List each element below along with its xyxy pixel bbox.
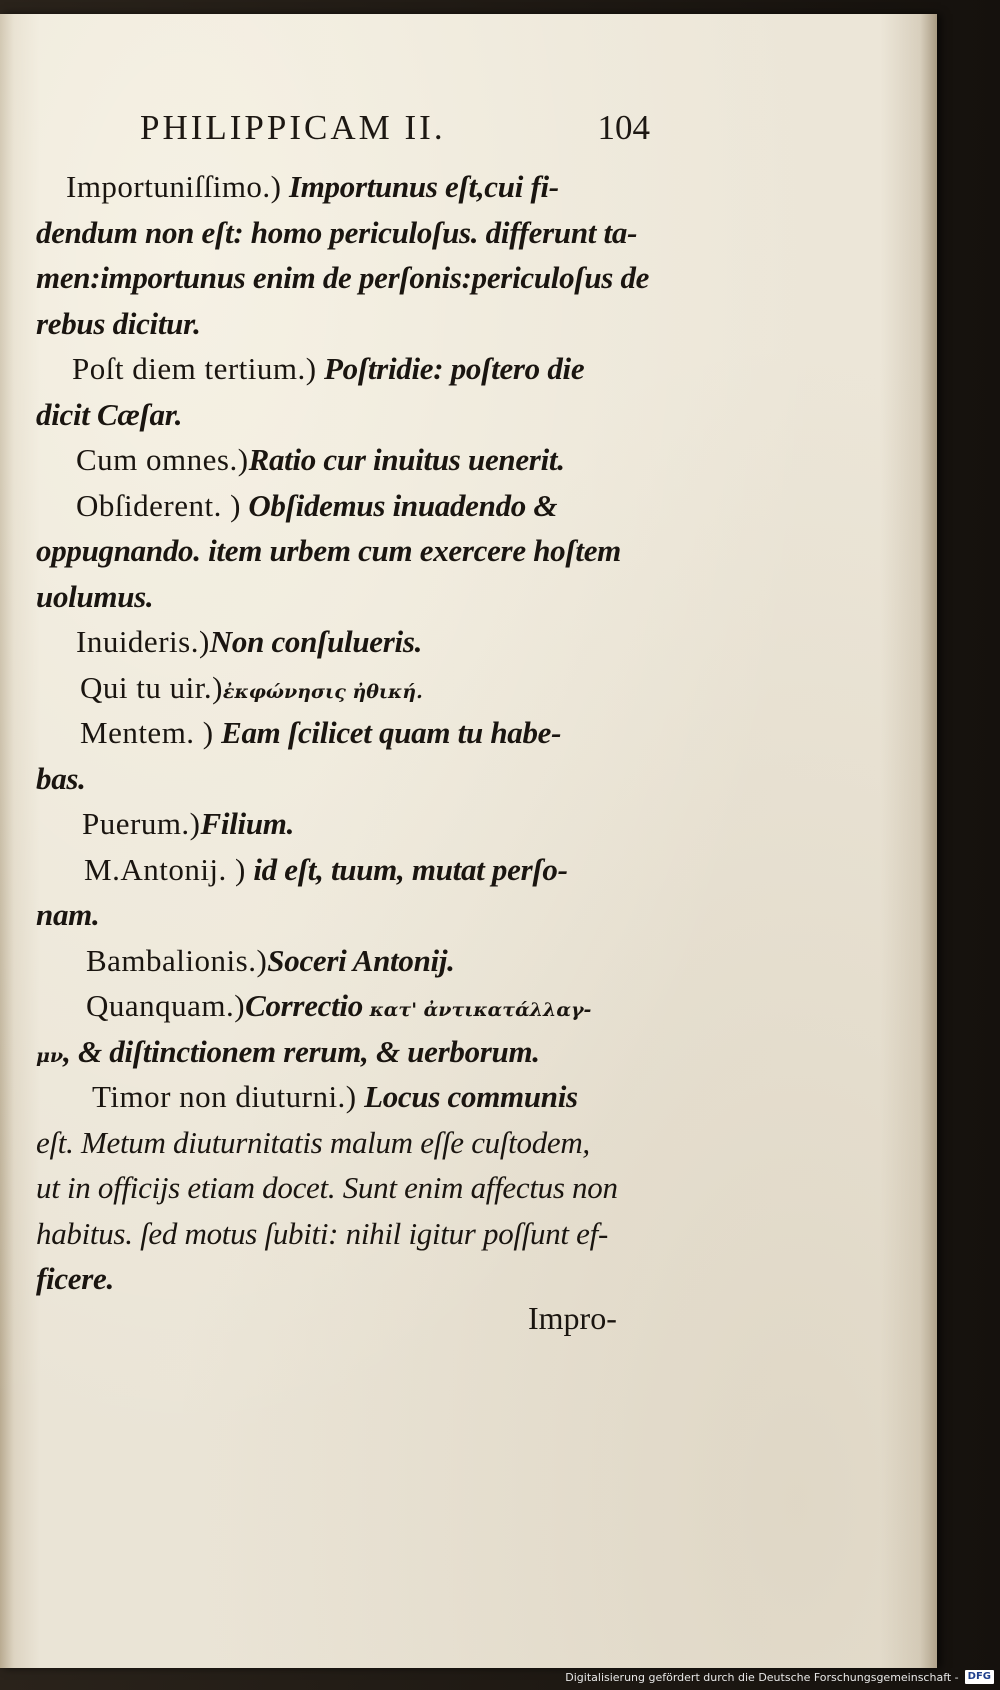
greek-text: ἐκφώνησις ἠθική. xyxy=(222,680,423,703)
lemma-text: M.Antonij. ) xyxy=(84,851,246,887)
gloss-text: dendum non eſt: homo periculoſus. differunt ta- xyxy=(36,214,638,250)
gloss-text: uolumus. xyxy=(36,578,154,614)
text-line xyxy=(36,437,686,483)
lemma-text: Quanquam.) xyxy=(86,988,246,1023)
text-line xyxy=(36,392,686,438)
text-line xyxy=(36,847,686,893)
text-line xyxy=(36,483,686,529)
gloss-text: Eam ſcilicet quam tu habe- xyxy=(213,715,562,750)
lemma-text: Inuideris.) xyxy=(76,624,210,659)
gloss-text: dicit Cæſar. xyxy=(36,396,183,432)
text-line xyxy=(36,892,686,938)
gloss-text: , & diſtinctionem rerum, & uerborum. xyxy=(63,1033,540,1069)
gloss-text: Locus communis xyxy=(356,1079,578,1114)
footer-credit: Digitalisierung gefördert durch die Deutsche Forschungsgemeinschaft - xyxy=(565,1670,959,1684)
gloss-text: Non conſulueris. xyxy=(209,624,423,659)
text-line xyxy=(36,756,686,802)
greek-text: μν xyxy=(36,1044,64,1067)
text-line xyxy=(36,346,686,392)
lemma-text: Importuniſſimo.) xyxy=(66,169,282,204)
gloss-text: ficere. xyxy=(36,1261,114,1296)
lemma-text: Qui tu uir.) xyxy=(80,669,223,705)
greek-text: κατ' ἀντικατάλλαγ- xyxy=(362,999,592,1021)
gloss-text: eſt. Metum diuturnitatis malum eſſe cuſtodem, xyxy=(36,1124,590,1160)
lemma-text: Puerum.) xyxy=(82,806,201,841)
gloss-text: Correctio xyxy=(245,988,363,1023)
lemma-text: Timor non diuturni.) xyxy=(92,1079,357,1114)
text-line xyxy=(36,1256,686,1302)
gloss-text: Obſidemus inuadendo & xyxy=(240,487,558,523)
gloss-text: Importunus eſt,cui fi- xyxy=(281,169,559,204)
gloss-text: ut in officijs etiam docet. Sunt enim affectus non xyxy=(36,1170,618,1205)
gloss-text: bas. xyxy=(36,760,86,796)
catchword: Impro- xyxy=(528,1300,617,1336)
gloss-text: nam. xyxy=(36,897,100,932)
gloss-text: oppugnando. item urbem cum exercere hoſtem xyxy=(36,533,621,568)
gloss-text: id eſt, tuum, mutat perſo- xyxy=(245,851,568,887)
text-line xyxy=(36,164,686,210)
gloss-text: Soceri Antonij. xyxy=(267,942,455,978)
text-line xyxy=(36,665,686,711)
text-line xyxy=(36,1120,686,1166)
text-line xyxy=(36,301,686,347)
text-line xyxy=(36,710,686,756)
dfg-logo-icon: DFG xyxy=(965,1670,994,1684)
text-line xyxy=(36,619,686,665)
gloss-text: Ratio cur inuitus uenerit. xyxy=(248,442,565,477)
running-header xyxy=(140,98,650,158)
folio-number: 104 xyxy=(597,108,650,147)
gloss-text: habitus. ſed motus ſubiti: nihil igitur poſſunt ef- xyxy=(36,1215,608,1251)
text-line xyxy=(36,1074,686,1120)
lemma-text: Bambalionis.) xyxy=(86,942,268,978)
text-line xyxy=(36,574,686,620)
text-line xyxy=(36,255,686,301)
lemma-text: Mentem. ) xyxy=(80,715,214,750)
text-line xyxy=(36,1211,686,1257)
gloss-text: men:importunus enim de perſonis:periculoſus de xyxy=(36,260,650,295)
text-line xyxy=(36,210,686,256)
commentary-text xyxy=(36,164,686,1302)
gloss-text: Filium. xyxy=(200,806,295,841)
lemma-text: Obſiderent. ) xyxy=(76,487,241,523)
text-line xyxy=(36,983,686,1029)
text-line xyxy=(36,801,686,847)
running-title: PHILIPPICAM II. xyxy=(140,108,446,147)
gloss-text: rebus dicitur. xyxy=(36,305,201,341)
text-line xyxy=(36,938,686,984)
digitization-footer xyxy=(565,1668,994,1686)
gloss-text: Poſtridie: poſtero die xyxy=(316,351,585,386)
text-line xyxy=(36,1165,686,1211)
text-line xyxy=(36,528,686,574)
lemma-text: Cum omnes.) xyxy=(76,442,249,477)
text-line xyxy=(36,1029,686,1075)
lemma-text: Poſt diem tertium.) xyxy=(72,351,317,386)
book-page xyxy=(0,14,937,1668)
